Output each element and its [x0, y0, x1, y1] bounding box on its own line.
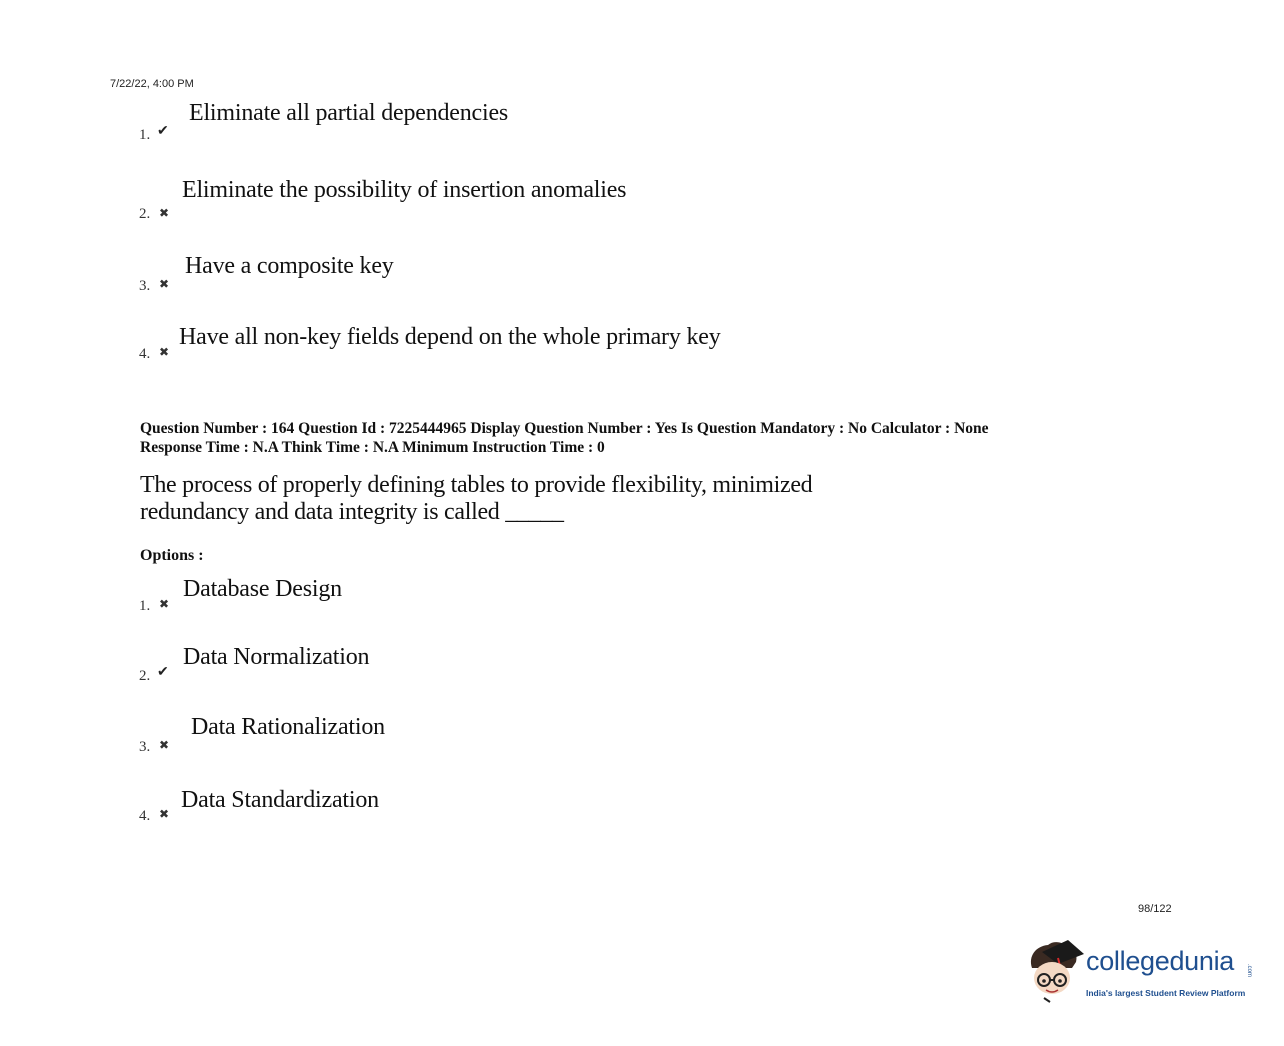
option-text: Database Design [183, 576, 342, 602]
option-number: 4. [139, 346, 151, 362]
cross-icon: ✖ [159, 597, 170, 611]
cross-icon: ✖ [159, 738, 170, 752]
question-line-2: redundancy and data integrity is called _____ [140, 499, 564, 525]
print-timestamp: 7/22/22, 4:00 PM [110, 78, 194, 90]
metadata-line-2: Response Time : N.A Think Time : N.A Minimum Instruction Time : 0 [140, 439, 605, 456]
option-text: Data Rationalization [191, 714, 385, 740]
logo-suffix: .com [1246, 964, 1252, 978]
page-number: 98/122 [1138, 903, 1172, 915]
option-text: Have a composite key [185, 253, 394, 279]
question-line-1: The process of properly defining tables to provide flexibility, minimized [140, 472, 813, 498]
option-text: Have all non-key fields depend on the whole primary key [179, 324, 721, 350]
option-number: 3. [139, 739, 151, 755]
option-number: 1. [139, 598, 151, 614]
option-number: 1. [139, 127, 151, 143]
option-text: Eliminate all partial dependencies [189, 100, 509, 126]
option-text: Data Standardization [181, 787, 379, 813]
cross-icon: ✖ [159, 345, 170, 359]
logo-tagline: India's largest Student Review Platform [1086, 988, 1246, 998]
check-icon: ✔ [157, 665, 169, 680]
option-number: 2. [139, 668, 151, 684]
option-text: Eliminate the possibility of insertion anomalies [182, 177, 627, 203]
metadata-line-1: Question Number : 164 Question Id : 7225444965 Display Question Number : Yes Is Question Mandatory : No Calculator : None [140, 420, 989, 437]
options-label: Options : [140, 547, 204, 564]
logo-name: collegedunia [1086, 946, 1235, 976]
option-number: 3. [139, 278, 151, 294]
question-text [140, 472, 812, 526]
mascot-icon [1024, 938, 1086, 1004]
collegedunia-logo [1024, 938, 1254, 1010]
question-metadata [140, 419, 1140, 457]
check-icon: ✔ [157, 124, 169, 139]
option-text: Data Normalization [183, 644, 370, 670]
cross-icon: ✖ [159, 206, 170, 220]
cross-icon: ✖ [159, 807, 170, 821]
cross-icon: ✖ [159, 277, 170, 291]
option-number: 4. [139, 808, 151, 824]
option-number: 2. [139, 206, 151, 222]
